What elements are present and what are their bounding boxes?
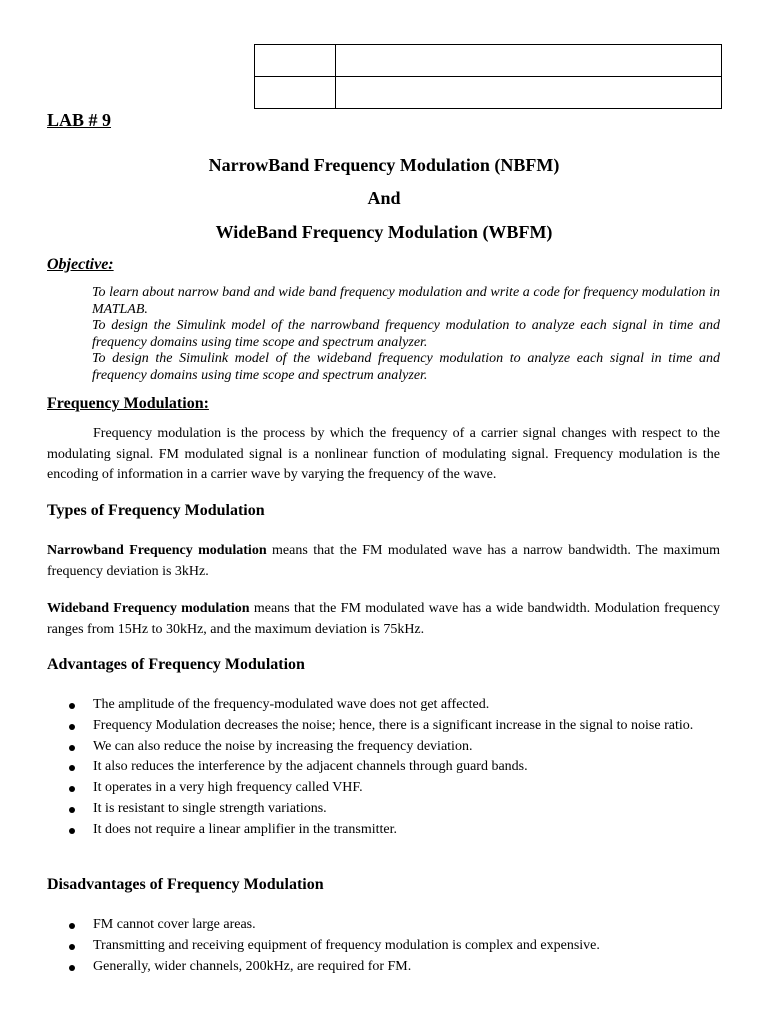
list-item-text: It does not require a linear amplifier in the transmitter. xyxy=(93,821,398,837)
fm-paragraph: Frequency modulation is the process by which the frequency of a carrier signal changes with respect to the modulating signal. FM modulated signal is a nonlinear function of modulating signal. Frequency modulation is the encoding of information in a carrier wave by varying the frequency of the wave. xyxy=(47,426,720,482)
narrowband-text: means that the FM modulated wave has a narrow bandwidth. The maximum frequency deviation is 3kHz. xyxy=(47,543,720,579)
list-item-text: It is resistant to single strength variations. xyxy=(93,800,327,816)
bullet-icon xyxy=(69,703,75,709)
bullet-icon xyxy=(69,828,75,834)
wideband-text: means that the FM modulated wave has a wide bandwidth. Modulation frequency ranges from 15Hz to 30kHz, and the maximum deviation is 75kHz. xyxy=(47,601,720,637)
list-item xyxy=(47,757,720,778)
list-item xyxy=(47,936,720,957)
list-item-text: We can also reduce the noise by increasing the frequency deviation. xyxy=(93,738,473,754)
advantages-list xyxy=(47,695,720,841)
wideband-term: Wideband Frequency modulation xyxy=(47,601,250,616)
objective-list xyxy=(92,285,720,384)
list-item-text: Frequency Modulation decreases the noise; hence, there is a significant increase in the signal to noise ratio. xyxy=(93,717,694,733)
header-info-table xyxy=(254,44,722,109)
list-item-text: Generally, wider channels, 200kHz, are required for FM. xyxy=(93,958,412,974)
bullet-icon xyxy=(69,786,75,792)
table-cell xyxy=(336,77,722,109)
list-item xyxy=(47,716,720,737)
list-item-text: FM cannot cover large areas. xyxy=(93,917,256,932)
objective-item: To design the Simulink model of the narrowband frequency modulation to analyze each signal in time and frequency domains using time scope and spectrum analyzer. xyxy=(92,318,720,350)
bullet-icon xyxy=(69,923,75,929)
table-row xyxy=(255,45,722,77)
types-heading: Types of Frequency Modulation xyxy=(47,502,265,519)
narrowband-term: Narrowband Frequency modulation xyxy=(47,543,267,558)
disadvantages-list xyxy=(47,915,720,977)
wideband-paragraph xyxy=(47,599,720,640)
bullet-icon xyxy=(69,724,75,730)
list-item-text: The amplitude of the frequency-modulated wave does not get affected. xyxy=(93,697,490,712)
disadvantages-heading: Disadvantages of Frequency Modulation xyxy=(47,876,324,893)
list-item-text: It operates in a very high frequency called VHF. xyxy=(93,780,363,796)
list-item xyxy=(47,799,720,820)
list-item xyxy=(47,957,720,978)
advantages-heading: Advantages of Frequency Modulation xyxy=(47,656,305,673)
bullet-icon xyxy=(69,765,75,771)
list-item-text: It also reduces the interference by the adjacent channels through guard bands. xyxy=(93,759,528,775)
list-item xyxy=(47,778,720,799)
objective-item: To learn about narrow band and wide band frequency modulation and write a code for frequency modulation in MATLAB. xyxy=(92,285,720,317)
list-item-text: Transmitting and receiving equipment of frequency modulation is complex and expensive. xyxy=(93,937,600,953)
title-line-3: WideBand Frequency Modulation (WBFM) xyxy=(215,222,553,242)
title-line-2: And xyxy=(367,188,401,208)
table-cell xyxy=(255,45,336,77)
fm-heading: Frequency Modulation: xyxy=(47,395,209,412)
list-item xyxy=(47,695,720,716)
table-row xyxy=(255,77,722,109)
table-cell xyxy=(255,77,336,109)
title-line-1: NarrowBand Frequency Modulation (NBFM) xyxy=(208,155,560,175)
list-item xyxy=(47,820,720,841)
narrowband-paragraph xyxy=(47,541,720,582)
bullet-icon xyxy=(69,944,75,950)
bullet-icon xyxy=(69,807,75,813)
table-cell xyxy=(336,45,722,77)
list-item xyxy=(47,737,720,758)
objective-item: To design the Simulink model of the wideband frequency modulation to analyze each signal in time and frequency domains using time scope and spectrum analyzer. xyxy=(92,351,720,383)
list-item xyxy=(47,915,720,936)
objective-heading: Objective: xyxy=(47,256,114,273)
bullet-icon xyxy=(69,965,75,971)
lab-number-heading: LAB # 9 xyxy=(47,110,112,130)
bullet-icon xyxy=(69,745,75,751)
